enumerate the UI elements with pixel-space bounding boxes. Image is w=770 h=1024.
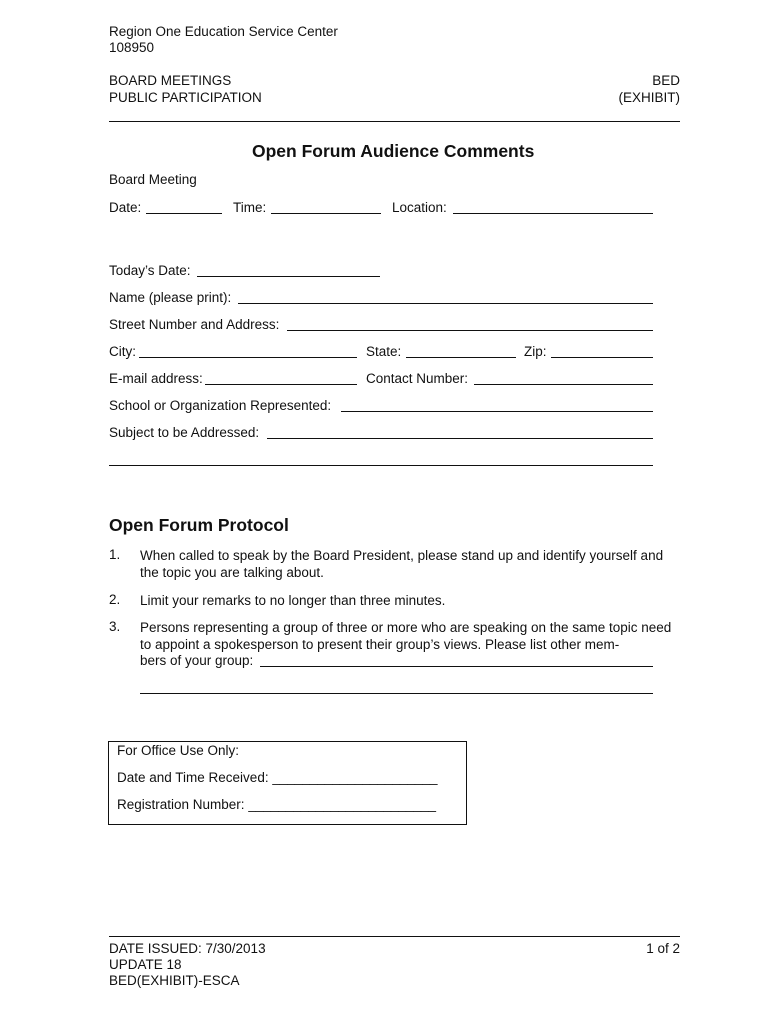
school-label: School or Organization Represented: <box>109 398 332 413</box>
street-field[interactable] <box>287 330 653 331</box>
subject-field[interactable] <box>267 438 653 439</box>
state-field[interactable] <box>406 357 516 358</box>
header-divider <box>109 121 680 122</box>
protocol-item-num: 2. <box>109 592 121 607</box>
policy-type: (EXHIBIT) <box>618 90 680 105</box>
section-line2: PUBLIC PARTICIPATION <box>109 90 262 105</box>
registration-field[interactable]: _________________________ <box>248 797 437 812</box>
school-field[interactable] <box>341 411 653 412</box>
location-label: Location: <box>392 200 447 215</box>
time-field[interactable] <box>271 213 381 214</box>
todays-date-label: Today’s Date: <box>109 263 191 278</box>
time-label: Time: <box>233 200 267 215</box>
policy-code: BED <box>652 73 680 88</box>
protocol-item-num: 3. <box>109 619 121 634</box>
protocol-item-text: When called to speak by the Board President, please stand up and identify yourself and the topic you are talking about. <box>140 548 664 580</box>
email-field[interactable] <box>205 384 357 385</box>
subject-label: Subject to be Addressed: <box>109 425 260 440</box>
protocol-item-text: Persons representing a group of three or more who are speaking on the same topic need to appoint a spokesperson to present their group’s views. Please list other mem- <box>140 620 672 652</box>
group-members-field[interactable] <box>260 666 653 667</box>
footer-update: UPDATE 18 <box>109 957 182 972</box>
org-name: Region One Education Service Center <box>109 24 338 39</box>
date-label: Date: <box>109 200 142 215</box>
footer-date-issued: DATE ISSUED: 7/30/2013 <box>109 941 266 956</box>
received-field[interactable]: ______________________ <box>272 770 438 785</box>
registration-label <box>117 797 436 812</box>
board-meeting-label: Board Meeting <box>109 172 197 187</box>
protocol-item-num: 1. <box>109 547 121 562</box>
date-field[interactable] <box>146 213 222 214</box>
city-field[interactable] <box>139 357 357 358</box>
contact-label: Contact Number: <box>366 371 469 386</box>
received-label-text: Date and Time Received: <box>117 770 269 785</box>
zip-label: Zip: <box>524 344 547 359</box>
contact-field[interactable] <box>474 384 653 385</box>
email-label: E-mail address: <box>109 371 203 386</box>
name-field[interactable] <box>238 303 653 304</box>
registration-label-text: Registration Number: <box>117 797 245 812</box>
name-label: Name (please print): <box>109 290 232 305</box>
street-label: Street Number and Address: <box>109 317 280 332</box>
footer-divider <box>109 936 680 937</box>
location-field[interactable] <box>453 213 653 214</box>
city-label: City: <box>109 344 136 359</box>
subject-field-line2[interactable] <box>109 465 653 466</box>
group-members-label: bers of your group: <box>140 653 254 668</box>
state-label: State: <box>366 344 402 359</box>
received-label <box>117 770 438 785</box>
section-line1: BOARD MEETINGS <box>109 73 232 88</box>
protocol-item-text: Limit your remarks to no longer than three minutes. <box>140 593 446 608</box>
form-title: Open Forum Audience Comments <box>252 141 535 161</box>
protocol-title: Open Forum Protocol <box>109 515 289 535</box>
office-title: For Office Use Only: <box>117 743 240 758</box>
zip-field[interactable] <box>551 357 653 358</box>
footer-code: BED(EXHIBIT)-ESCA <box>109 973 240 988</box>
page-number: 1 of 2 <box>646 941 680 956</box>
group-members-field-line2[interactable] <box>140 693 653 694</box>
org-code: 108950 <box>109 40 155 55</box>
todays-date-field[interactable] <box>197 276 380 277</box>
